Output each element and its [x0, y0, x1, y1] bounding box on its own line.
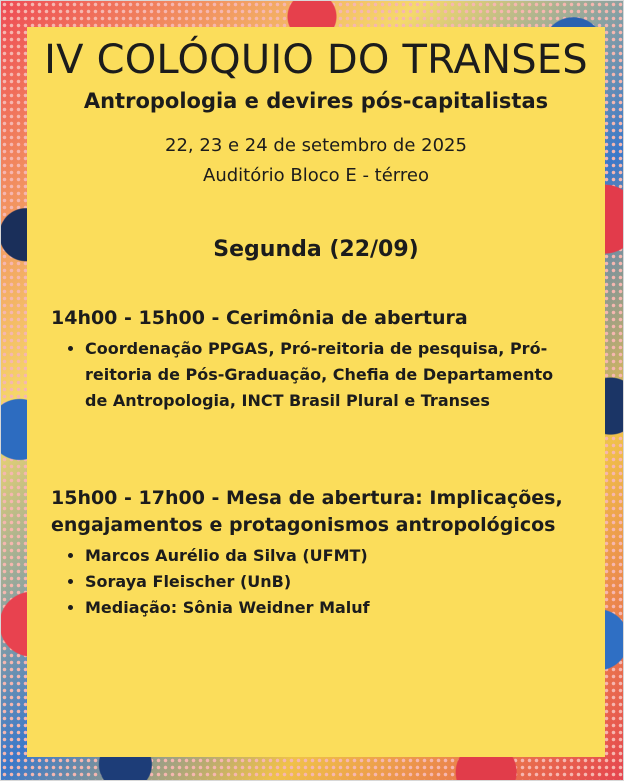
- session-opening-ceremony: [51, 305, 591, 414]
- event-subtitle: Antropologia e devires pós-capitalistas: [83, 89, 549, 113]
- session-items: [51, 336, 591, 414]
- event-title: IV COLÓQUIO DO TRANSES: [44, 37, 588, 83]
- event-dates: 22, 23 e 24 de setembro de 2025: [165, 135, 467, 156]
- session-heading: 14h00 - 15h00 - Cerimônia de abertura: [51, 307, 468, 329]
- day-heading: Segunda (22/09): [213, 237, 419, 262]
- list-item: • Mediação: Sônia Weidner Maluf: [85, 595, 591, 621]
- session-heading: 15h00 - 17h00 - Mesa de abertura: Implicações, engajamentos e protagonismos antropológicos: [51, 487, 563, 536]
- list-item: • Marcos Aurélio da Silva (UFMT): [85, 543, 591, 569]
- list-item: • Soraya Fleischer (UnB): [85, 569, 591, 595]
- session-items: [51, 543, 591, 621]
- event-venue: Auditório Bloco E - térreo: [203, 165, 429, 186]
- session-opening-panel: [51, 485, 591, 621]
- content-panel: [27, 27, 605, 757]
- list-item: • Coordenação PPGAS, Pró-reitoria de pesquisa, Pró-reitoria de Pós-Graduação, Chefia de Departamento de Antropologia, INCT Brasil Plural e Transes: [85, 336, 565, 414]
